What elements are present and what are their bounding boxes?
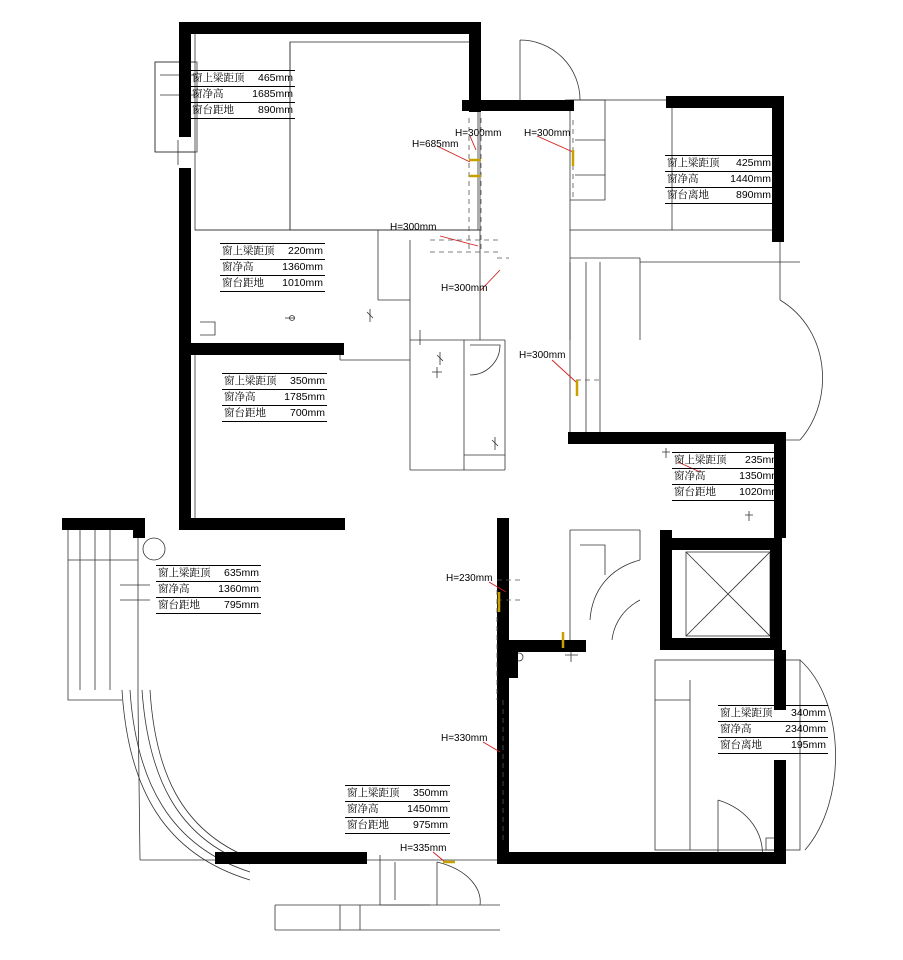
window-row: 窗净高 1785mm	[222, 390, 327, 406]
leader-lines	[433, 136, 700, 862]
window-marks	[443, 150, 577, 862]
dashed-guides	[430, 118, 600, 840]
window-row: 窗台距地 890mm	[190, 103, 295, 119]
window-row: 窗上梁距顶 340mm	[718, 706, 828, 722]
window-block-mid-left-lower	[222, 373, 327, 422]
window-row: 窗台离地 890mm	[665, 188, 773, 204]
window-row: 窗上梁距顶 465mm	[190, 71, 295, 87]
window-row: 窗台距地 795mm	[156, 598, 261, 614]
window-row: 窗上梁距顶 350mm	[222, 374, 327, 390]
height-tag-685: H=685mm	[412, 139, 459, 150]
height-tag-330: H=330mm	[441, 733, 488, 744]
height-tag-230: H=230mm	[446, 573, 493, 584]
window-block-left-bay	[156, 565, 261, 614]
height-tag-335: H=335mm	[400, 843, 447, 854]
window-row: 窗上梁距顶 635mm	[156, 566, 261, 582]
window-block-mid-left-upper	[220, 243, 325, 292]
window-row: 窗上梁距顶 425mm	[665, 156, 773, 172]
height-tag-300-c: H=300mm	[390, 222, 437, 233]
window-block-top-left	[190, 70, 295, 119]
window-block-top-right	[665, 155, 773, 204]
window-block-right-bottom	[718, 705, 828, 754]
window-row: 窗净高 1360mm	[156, 582, 261, 598]
window-row: 窗台距地 700mm	[222, 406, 327, 422]
window-row: 窗台离地 195mm	[718, 738, 828, 754]
height-tag-300-d: H=300mm	[441, 283, 488, 294]
height-tag-300-a: H=300mm	[455, 128, 502, 139]
window-row: 窗台距地 1020mm	[672, 485, 782, 501]
window-row: 窗台距地 975mm	[345, 818, 450, 834]
window-row: 窗净高 1685mm	[190, 87, 295, 103]
window-block-right-mid	[672, 452, 782, 501]
window-row: 窗上梁距顶 350mm	[345, 786, 450, 802]
height-tag-300-b: H=300mm	[524, 128, 571, 139]
height-tag-300-e: H=300mm	[519, 350, 566, 361]
window-row: 窗上梁距顶 235mm	[672, 453, 782, 469]
window-row: 窗净高 1360mm	[220, 260, 325, 276]
window-row: 窗台距地 1010mm	[220, 276, 325, 292]
window-row: 窗净高 1450mm	[345, 802, 450, 818]
window-row: 窗净高 2340mm	[718, 722, 828, 738]
window-block-bottom-center	[345, 785, 450, 834]
window-row: 窗上梁距顶 220mm	[220, 244, 325, 260]
window-row: 窗净高 1350mm	[672, 469, 782, 485]
window-row: 窗净高 1440mm	[665, 172, 773, 188]
